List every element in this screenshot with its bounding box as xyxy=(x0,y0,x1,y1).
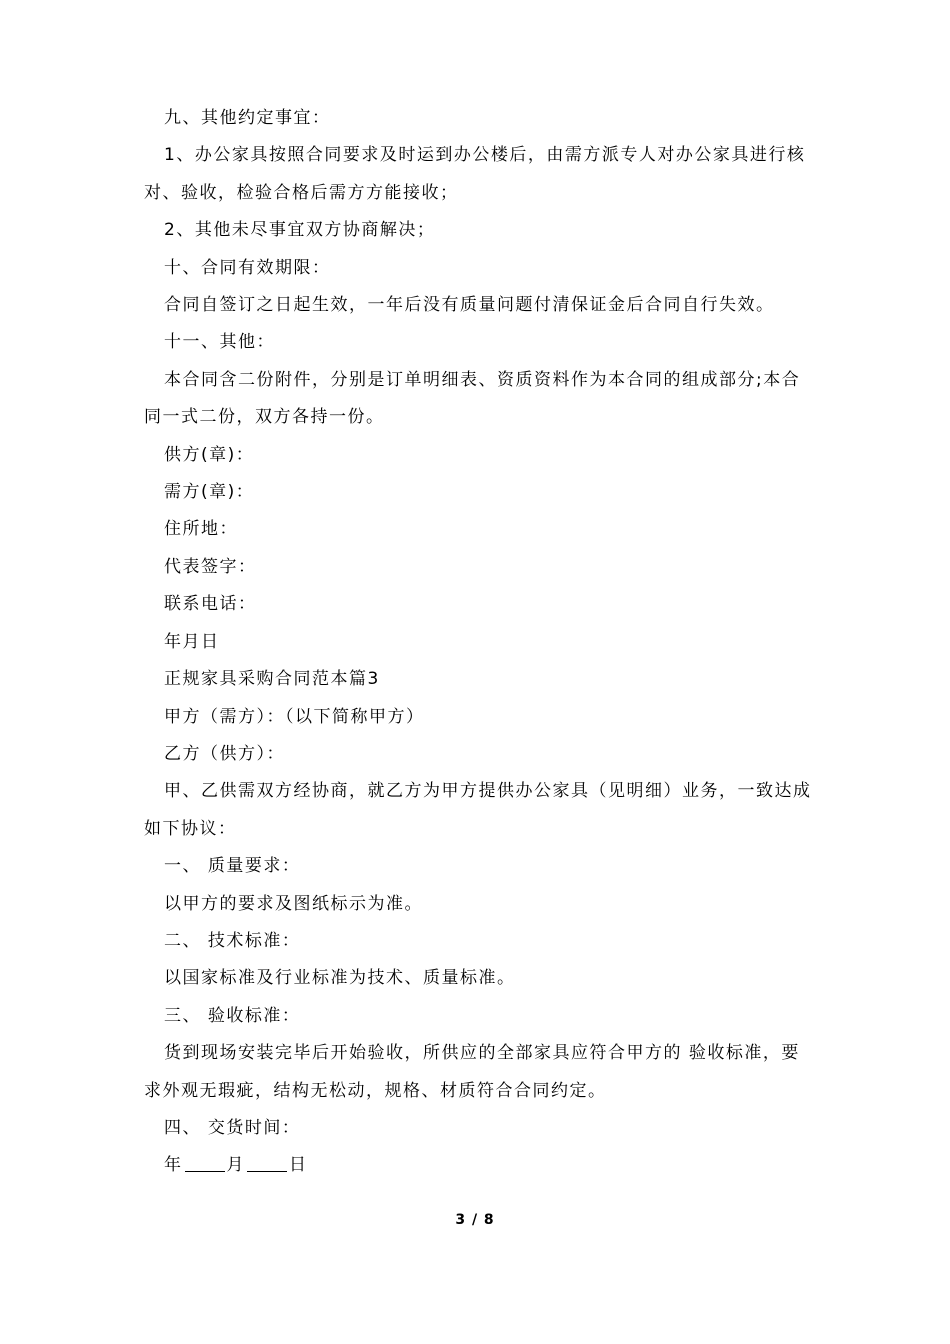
paragraph: 甲、乙供需双方经协商，就乙方为甲方提供办公家具（见明细）业务，一致达成 如下协议： xyxy=(144,781,819,839)
paragraph: 供方(章)： xyxy=(164,444,255,465)
paragraph: 二、 技术标准： xyxy=(164,930,301,951)
paragraph: 以甲方的要求及图纸标示为准。 xyxy=(164,893,423,914)
paragraph: 代表签字： xyxy=(164,556,257,577)
paragraph: 年月日 xyxy=(164,631,220,652)
paragraph: 本合同含二份附件，分别是订单明细表、资质资料作为本合同的组成部分;本合同一式二份，双方各持一份。 xyxy=(144,369,801,428)
date-day-label: 日 xyxy=(289,1155,308,1176)
paragraph: 合同自签订之日起生效，一年后没有质量问题付清保证金后合同自行失效。 xyxy=(164,295,775,316)
document-body xyxy=(144,100,819,1185)
date-line xyxy=(144,1147,814,1184)
paragraph: 十、合同有效期限： xyxy=(164,257,331,278)
paragraph: 货到现场安装完毕后开始验收，所供应的全部家具应符合甲方的 验收标准，要求外观无瑕疵，结构无松动，规格、材质符合合同约定。 xyxy=(144,1043,800,1101)
paragraph: 乙方（供方）： xyxy=(164,743,285,764)
section-title: 正规家具采购合同范本篇3 xyxy=(164,669,380,690)
date-month-blank xyxy=(185,1170,225,1172)
paragraph: 十一、其他： xyxy=(164,332,275,353)
date-year-label: 年 xyxy=(164,1155,183,1176)
page-number: 3 / 8 xyxy=(455,1212,495,1228)
paragraph: 需方(章)： xyxy=(164,482,255,503)
paragraph: 1、办公家具按照合同要求及时运到办公楼后，由需方派专人对办公家具进行核对、验收，检验合格后需方方能接收； xyxy=(144,145,806,203)
paragraph: 一、 质量要求： xyxy=(164,856,301,877)
paragraph: 九、其他约定事宜： xyxy=(164,108,331,128)
paragraph: 甲方（需方）：（以下简称甲方） xyxy=(164,706,425,727)
date-day-blank xyxy=(247,1170,287,1172)
paragraph: 2、其他未尽事宜双方协商解决； xyxy=(164,220,436,241)
paragraph: 联系电话： xyxy=(164,594,257,615)
date-month-label: 月 xyxy=(226,1155,245,1176)
paragraph: 以国家标准及行业标准为技术、质量标准。 xyxy=(164,968,516,989)
paragraph: 三、 验收标准： xyxy=(164,1005,301,1026)
paragraph: 住所地： xyxy=(164,519,238,540)
paragraph: 四、 交货时间： xyxy=(164,1117,301,1138)
